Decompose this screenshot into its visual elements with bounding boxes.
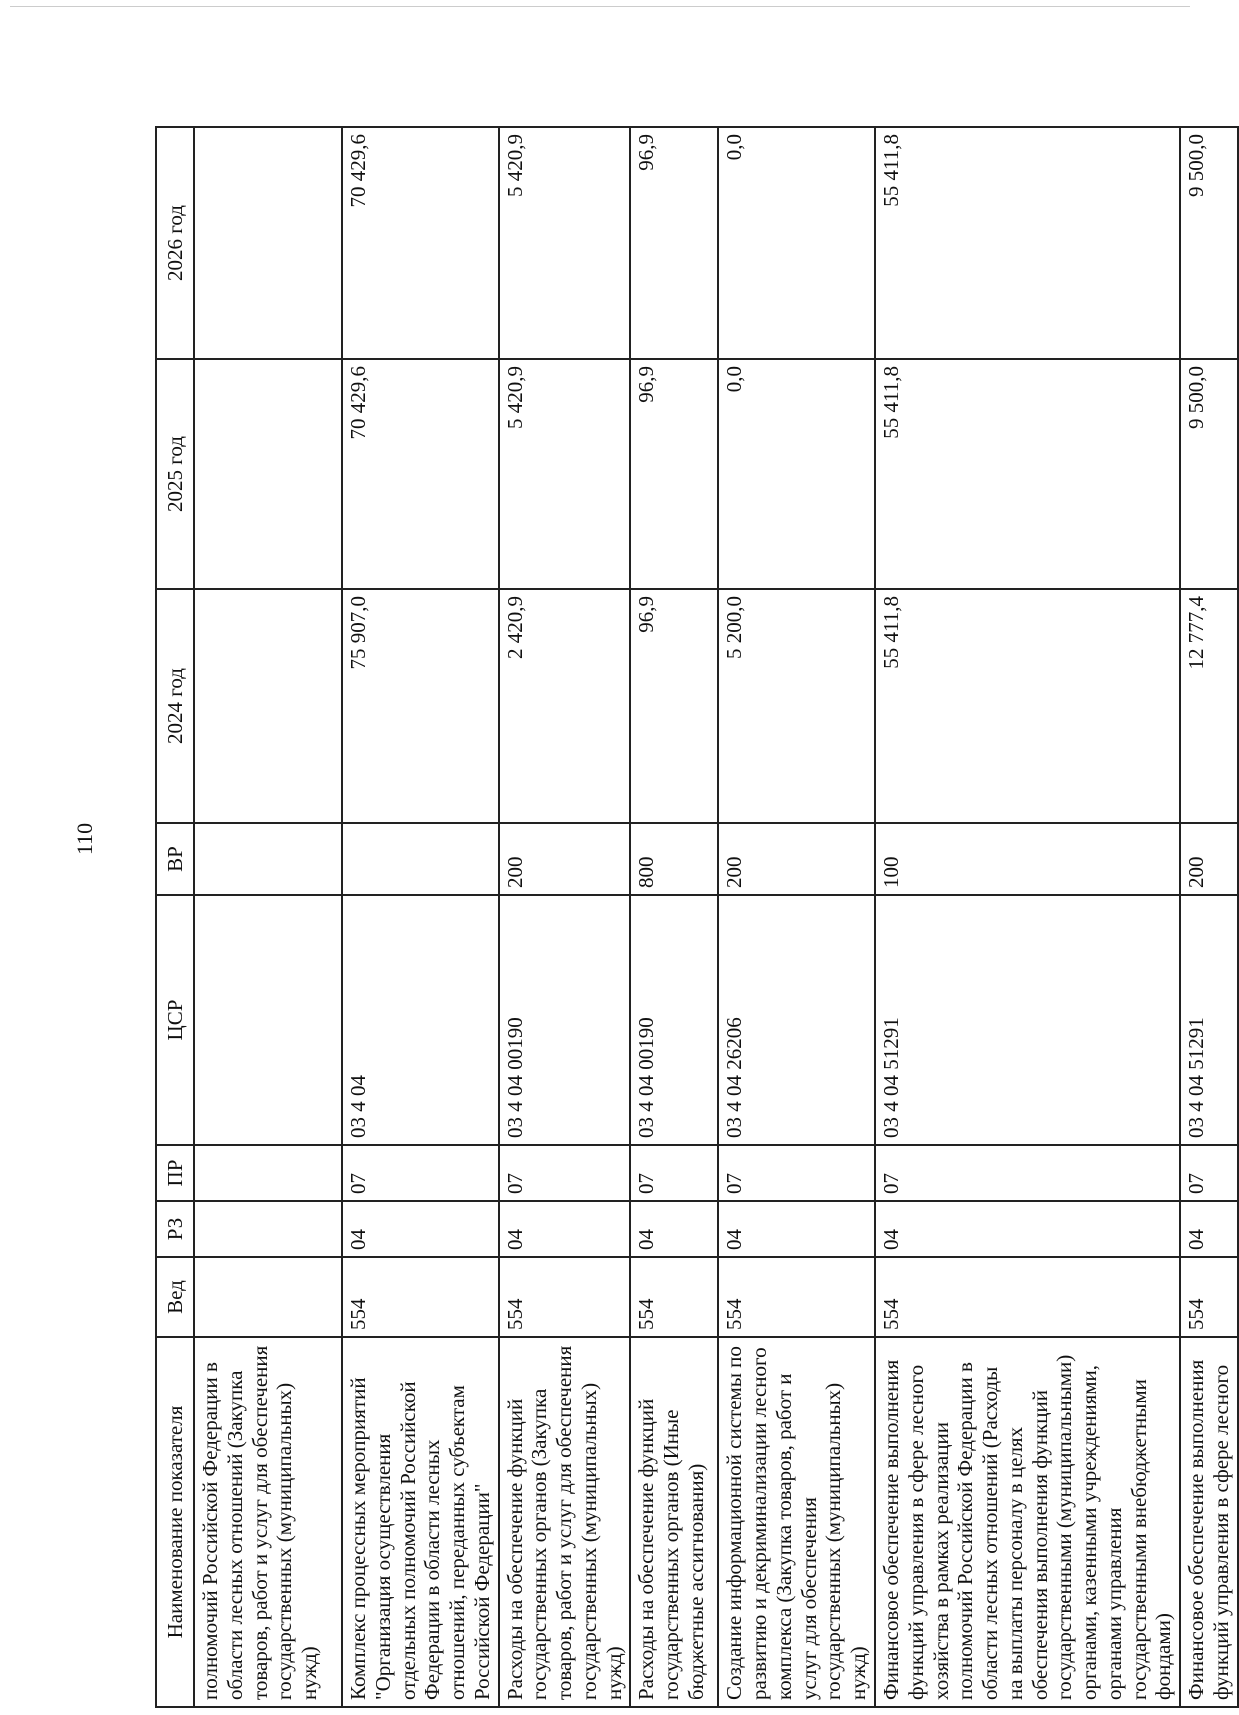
cell-vr: 100	[875, 823, 1180, 895]
cell-csr: 03 4 04	[342, 895, 499, 1145]
table-row	[342, 127, 499, 1707]
budget-table	[155, 126, 1239, 1708]
cell-pr: 07	[1180, 1145, 1238, 1201]
header-2026: 2026 год	[156, 127, 194, 359]
cell-vr: 200	[1180, 823, 1238, 895]
cell-rz: 04	[630, 1201, 718, 1257]
cell-2024: 55 411,8	[875, 589, 1180, 823]
table-row	[718, 127, 875, 1707]
cell-ved: 554	[1180, 1257, 1238, 1337]
cell-name: Создание информационной системы по развитию и декриминализации лесного комплекса (Закупка товаров, работ и услуг для обеспечения государственных (муниципальных) нужд)	[718, 1337, 875, 1707]
cell-vr: 200	[718, 823, 875, 895]
cell-2024	[194, 589, 342, 823]
cell-rz: 04	[499, 1201, 631, 1257]
cell-pr: 07	[718, 1145, 875, 1201]
cell-name: Финансовое обеспечение выполнения функций управления в сфере лесного	[1180, 1337, 1238, 1707]
cell-2026: 96,9	[630, 127, 718, 359]
cell-ved: 554	[630, 1257, 718, 1337]
cell-csr: 03 4 04 26206	[718, 895, 875, 1145]
cell-vr	[342, 823, 499, 895]
header-csr: ЦСР	[156, 895, 194, 1145]
cell-name: Финансовое обеспечение выполнения функций управления в сфере лесного хозяйства в рамках реализации полномочий Российской Федерации в области лесных отношений (Расходы на выплаты персоналу в целях обеспечения выполнения функций государственными (муниципальными) органами, казенными учреждениями, органами управления государственными внебюджетными фондами)	[875, 1337, 1180, 1707]
cell-vr: 200	[499, 823, 631, 895]
cell-pr: 07	[342, 1145, 499, 1201]
cell-name: Комплекс процессных мероприятий "Организация осуществления отдельных полномочий Российской Федерации в области лесных отношений, переданных субъектам Российской Федерации"	[342, 1337, 499, 1707]
table-row	[1180, 127, 1238, 1707]
table-row	[630, 127, 718, 1707]
cell-csr: 03 4 04 00190	[630, 895, 718, 1145]
cell-pr: 07	[875, 1145, 1180, 1201]
cell-ved: 554	[718, 1257, 875, 1337]
cell-rz	[194, 1201, 342, 1257]
cell-pr: 07	[630, 1145, 718, 1201]
page-number: 110	[72, 822, 97, 855]
cell-csr: 03 4 04 51291	[1180, 895, 1238, 1145]
header-name: Наименование показателя	[156, 1337, 194, 1707]
cell-pr: 07	[499, 1145, 631, 1201]
cell-2025: 70 429,6	[342, 359, 499, 589]
cell-pr	[194, 1145, 342, 1201]
cell-csr	[194, 895, 342, 1145]
cell-2026: 0,0	[718, 127, 875, 359]
cell-2025	[194, 359, 342, 589]
header-2025: 2025 год	[156, 359, 194, 589]
header-pr: ПР	[156, 1145, 194, 1201]
cell-2024: 12 777,4	[1180, 589, 1238, 823]
cell-2025: 55 411,8	[875, 359, 1180, 589]
cell-2025: 9 500,0	[1180, 359, 1238, 589]
cell-2025: 96,9	[630, 359, 718, 589]
cell-2026: 55 411,8	[875, 127, 1180, 359]
cell-rz: 04	[875, 1201, 1180, 1257]
cell-2026	[194, 127, 342, 359]
cell-rz: 04	[342, 1201, 499, 1257]
rotated-table-container	[155, 128, 1233, 1708]
cell-ved: 554	[875, 1257, 1180, 1337]
cell-2024: 96,9	[630, 589, 718, 823]
cell-name: полномочий Российской Федерации в области лесных отношений (Закупка товаров, работ и услуг для обеспечения государственных (муниципальных) нужд)	[194, 1337, 342, 1707]
table-row	[499, 127, 631, 1707]
cell-csr: 03 4 04 51291	[875, 895, 1180, 1145]
cell-ved: 554	[342, 1257, 499, 1337]
cell-name: Расходы на обеспечение функций государственных органов (Иные бюджетные ассигнования)	[630, 1337, 718, 1707]
cell-2024: 75 907,0	[342, 589, 499, 823]
table-row	[875, 127, 1180, 1707]
table-header-row	[156, 127, 194, 1707]
cell-rz: 04	[718, 1201, 875, 1257]
header-2024: 2024 год	[156, 589, 194, 823]
table-row	[194, 127, 342, 1707]
header-ved: Вед	[156, 1257, 194, 1337]
header-vr: ВР	[156, 823, 194, 895]
cell-2025: 0,0	[718, 359, 875, 589]
cell-2024: 5 200,0	[718, 589, 875, 823]
cell-vr	[194, 823, 342, 895]
cell-2024: 2 420,9	[499, 589, 631, 823]
cell-2026: 5 420,9	[499, 127, 631, 359]
cell-vr: 800	[630, 823, 718, 895]
cell-ved: 554	[499, 1257, 631, 1337]
cell-2026: 70 429,6	[342, 127, 499, 359]
cell-ved	[194, 1257, 342, 1337]
cell-2025: 5 420,9	[499, 359, 631, 589]
scan-top-edge	[10, 6, 1190, 7]
cell-2026: 9 500,0	[1180, 127, 1238, 359]
cell-name: Расходы на обеспечение функций государственных органов (Закупка товаров, работ и услуг для обеспечения государственных (муниципальных) нужд)	[499, 1337, 631, 1707]
header-rz: РЗ	[156, 1201, 194, 1257]
cell-rz: 04	[1180, 1201, 1238, 1257]
cell-csr: 03 4 04 00190	[499, 895, 631, 1145]
